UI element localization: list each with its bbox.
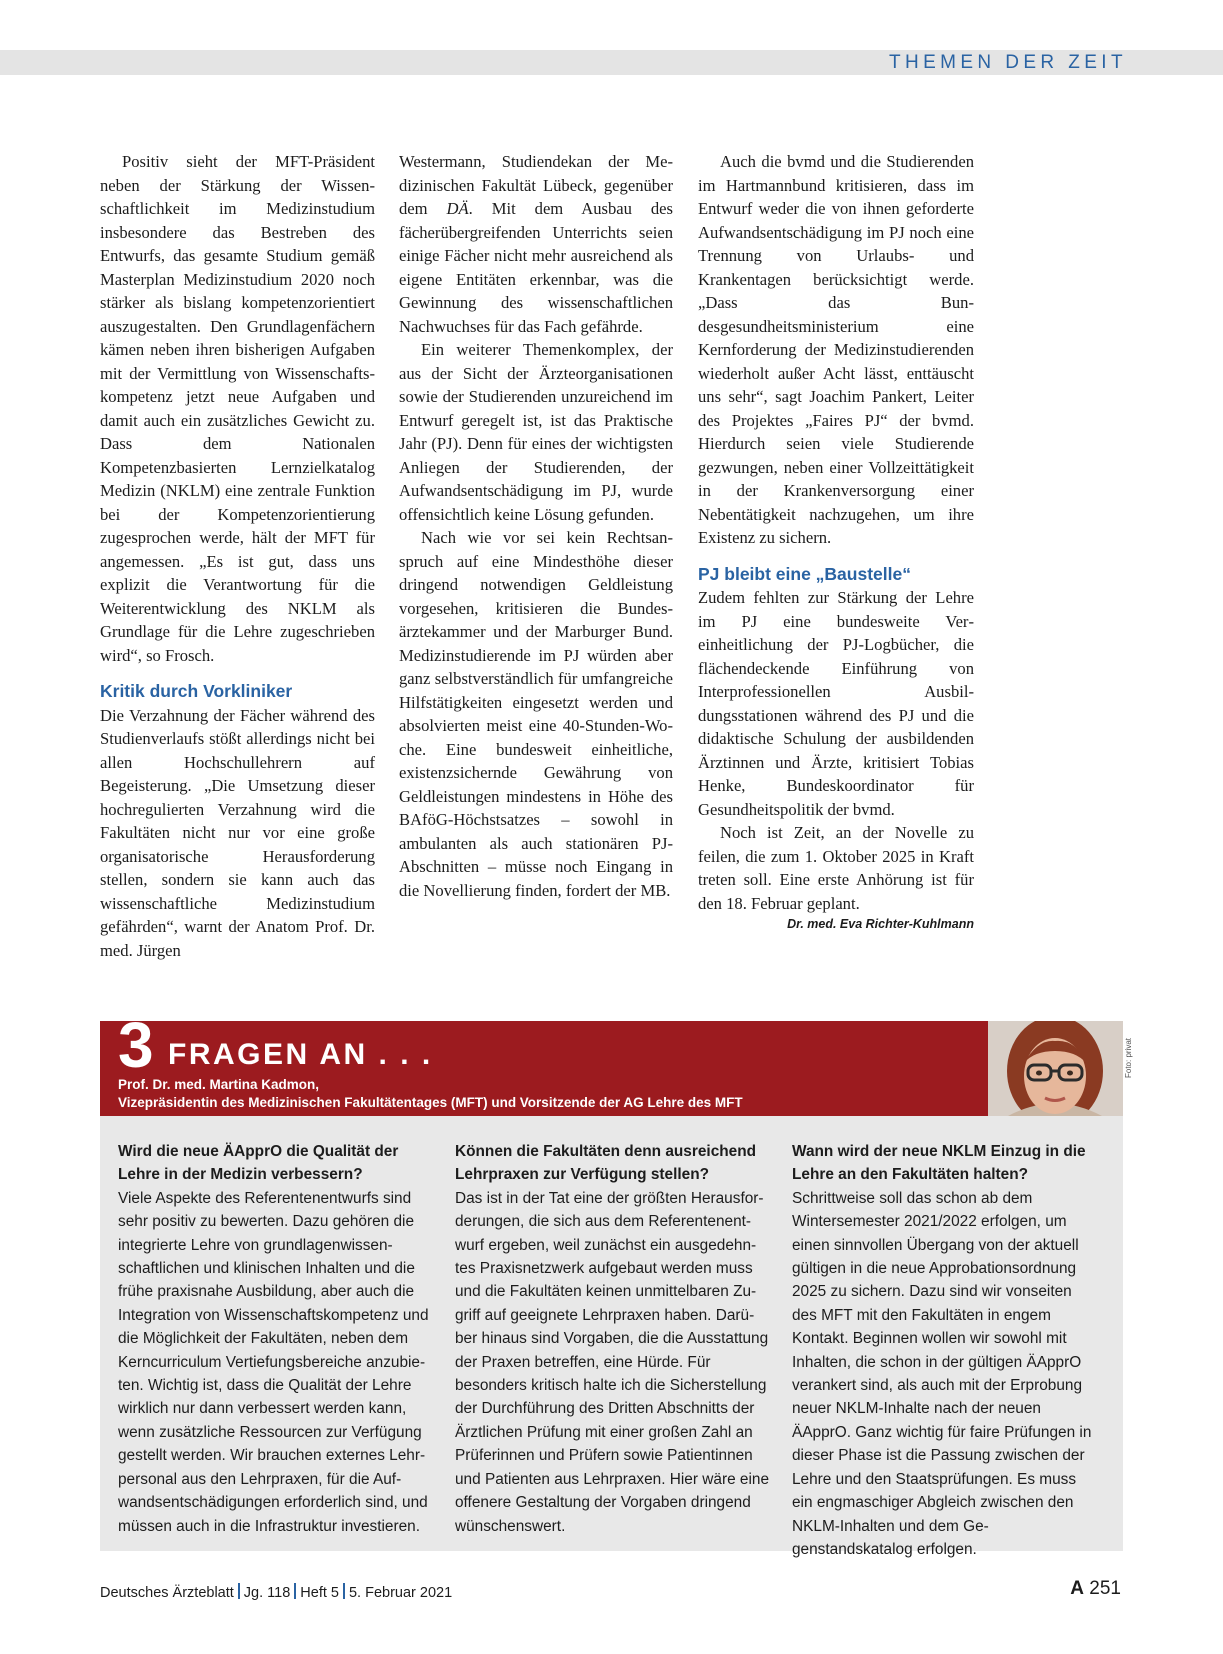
separator [294, 1583, 296, 1599]
photo-credit: Foto: privat [1124, 1037, 1133, 1078]
text-span: . Mit dem Ausbau des fächerübergreifenden Unterrichts seien einige Fächer nicht mehr ausreichend als eigene Entitäten erkennbar, was die Gewinnung des wissenschaftlichen Nachwuchses für das Fach gefährde. [399, 199, 674, 336]
separator [343, 1583, 345, 1599]
qa-block-1 [118, 1140, 430, 1538]
text-span: Westermann, Studiendekan der Medizinischen Fakultät Lübeck, gegenüber dem [399, 152, 673, 218]
author-byline: Dr. med. Eva Richter-Kuhlmann [787, 917, 974, 931]
interviewee-role: Vizepräsidentin des Medizinischen Fakultätentages (MFT) und Vorsitzende der AG Lehre des MFT [118, 1095, 743, 1110]
section-title: THEMEN DER ZEIT [888, 52, 1127, 73]
journal-name: Deutsches Ärzteblatt [100, 1585, 234, 1601]
qa-block-2 [455, 1140, 771, 1538]
subheading-pj: PJ bleibt eine „Baustelle“ [698, 563, 911, 584]
answer: Viele Aspekte des Referentenentwurfs sind sehr positiv zu bewerten. Dazu gehören die integrierte Lehre von grundlagenwissenschaftlichen und klinischen Inhalten und die frühe praxisnahe Ausbildung, aber auch die Integration von Wissenschaftskompetenz und die Möglichkeit der Fakultäten, neben dem Kerncurriculum Vertiefungsbereiche anzubieten. Wichtig ist, dass die Qualität der Lehre wirklich nur dann verbessert werden kann, wenn zusätzliche Ressourcen zur Verfügung gestellt werden. Wir brauchen externes Lehrpersonal aus den Lehrpraxen, für die Aufwandsentschädigungen erforderlich sind, und müssen auch in die Infrastruktur investieren. [118, 1189, 429, 1535]
paragraph: Ein weiterer Themenkomplex, der aus der Sicht der Ärzteorganisationen sowie der Studierenden unzureichend im Entwurf geregelt ist, ist das Praktische Jahr (PJ). Denn für eines der wichtigsten Anliegen der Studierenden, der Aufwandsentschädigung im PJ, wurde offensichtlich keine Lösung gefunden. [399, 340, 673, 524]
journal-abbrev: DÄ [446, 199, 469, 218]
answer: Schrittweise soll das schon ab dem Wintersemester 2021/2022 erfolgen, um einen sinnvollen Übergang von der aktuell gültigen in die neue Approbationsordnung 2025 zu sichern. Dazu sind wir vonseiten des MFT mit den Fakultäten in engem Kontakt. Beginnen wollen wir sowohl mit Inhalten, die schon in der gültigen ÄApprO verankert sind, als auch mit der Erprobung neuer NKLM-Inhalte nach der neuen ÄApprO. Ganz wichtig für faire Prüfungen in dieser Phase ist die Passung zwischen der Lehre und den Staatsprüfungen. Es muss ein engmaschiger Abgleich zwischen den NKLM-Inhalten und dem Gegenstandskatalog erfolgen. [792, 1189, 1092, 1558]
page-number-value: 251 [1089, 1578, 1121, 1599]
subheading-kritik: Kritik durch Vorkliniker [100, 681, 293, 701]
volume: Jg. 118 [243, 1585, 291, 1601]
answer: Das ist in der Tat eine der größten Herausforderungen, die sich aus dem Referentenentwurf ergeben, weil zunächst ein ausgedehntes Praxisnetzwerk aufgebaut werden muss und die Fakultäten keinen unmittelbaren Zugriff auf geeignete Lehrpraxen haben. Darüber hinaus sind Vorgaben, die die Ausstattung der Praxen betreffen, eine Hürde. Für besonders kritisch halte ich die Sicherstellung der Durchführung des Dritten Abschnitts der Ärztlichen Prüfung mit einer großen Zahl an Prüferinnen und Prüfern sowie Patientinnen und Patienten aus Lehrpraxen. Hier wäre eine offenere Gestaltung der Vorgaben dringend wünschenswert. [455, 1189, 769, 1535]
page-prefix: A [1070, 1578, 1085, 1599]
paragraph: Die Verzahnung der Fächer während des Studienverlaufs stößt allerdings nicht bei allen Hochschullehrern auf Begeisterung. „Die Umsetzung dieser hochregulierten Verzahnung wird die Fakultäten nicht nur vor eine große organisatorische Herausforderung stellen, sondern sie kann auch das wissenschaftliche Medizinstudium gefährden“, warnt der Anatom Prof. Dr. med. Jürgen [100, 705, 375, 960]
paragraph: Nach wie vor sei kein Rechtsanspruch auf eine Mindesthöhe dieser dringend notwendigen Geldleistung vorgesehen, kritisieren die Bundesärztekammer und der Marburger Bund. Medizinstudierende im PJ würden aber ganz selbstverständlich für umfangreiche Hilfstätigkeiten eingesetzt werden und absolvierten meist eine 40-Stunden-Woche. Eine bundesweit einheitliche, existenzsichernde Gewährung von Geldleistungen mindestens in Höhe des BAföG-Höchstsatzes – sowohl in ambulanten als auch stationären PJ-Abschnitten – müsse noch Eingang in die Novellierung finden, fordert der MB. [399, 528, 673, 900]
question: Wird die neue ÄApprO die Qualität der Lehre in der Medizin verbessern? [118, 1143, 399, 1184]
paragraph [399, 150, 673, 338]
paragraph: Noch ist Zeit, an der Novelle zu feilen, die zum 1. Oktober 2025 in Kraft treten soll. Eine erste Anhörung ist für den 18. Februar geplant. [698, 823, 974, 913]
question: Wann wird der neue NKLM Einzug in die Lehre an den Fakultäten halten? [792, 1143, 1086, 1184]
question: Können die Fakultäten denn ausreichend Lehrpraxen zur Verfügung stellen? [455, 1143, 757, 1184]
paragraph: Auch die bvmd und die Studierenden im Hartmannbund kritisieren, dass im Entwurf weder die von ihnen geforderte Aufwandsentschädigung im PJ noch eine Trennung von Urlaubs- und Krankentagen berücksichtigt werde. „Dass das Bundesgesundheitsministerium eine Kernforderung der Medizinstudierenden wiederholt außer Acht lässt, enttäuscht uns sehr“, sagt Joachim Pankert, Leiter des Projektes „Faires PJ“ der bvmd. Hierdurch seien viele Studierende gezwungen, neben einer Vollzeittätigkeit in der Krankenversorgung einer Nebentätigkeit nachzugehen, um ihre Existenz zu sichern. [698, 152, 974, 547]
separator [238, 1583, 240, 1599]
paragraph: Zudem fehlten zur Stärkung der Lehre im PJ eine bundesweite Vereinheitlichung der PJ-Logbücher, die flächendeckende Einführung von Interprofessionellen Ausbildungsstationen während des PJ und die didaktische Schulung der ausbildenden Ärztinnen und Ärzte, kritisiert Tobias Henke, Bundeskoordinator für Gesundheitspolitik der bvmd. [698, 588, 974, 819]
page-number [1070, 1578, 1121, 1600]
interview-banner [100, 1009, 988, 1116]
footer-citation [100, 1583, 452, 1601]
article-column-3 [698, 150, 974, 933]
issue: Heft 5 [300, 1585, 339, 1601]
paragraph: Positiv sieht der MFT-Präsident neben der Stärkung der Wissenschaftlichkeit im Medizinstudium insbesondere das Bestreben des Entwurfs, das gesamte Studium gemäß Masterplan Medizinstudium 2020 noch stärker als bislang kompetenzorientiert auszugestalten. Den Grundlagenfächern kämen neben ihren bisherigen Aufgaben mit der Vermittlung von Wissenschaftskompetenz jetzt neue Aufgaben und damit auch ein zusätzliches Gewicht zu. Dass dem Nationalen Kompetenzbasierten Lernzielkatalog Medizin (NKLM) eine zentrale Funktion bei der Kompetenzorientierung zugesprochen werde, hält der MFT für angemessen. „Es ist gut, dass uns explizit die Verantwortung für die Weiterentwicklung des NKLM als Grundlage für die Lehre zugeschrieben wird“, so Frosch. [100, 152, 375, 665]
portrait-illustration [988, 1021, 1123, 1116]
issue-date: 5. Februar 2021 [348, 1585, 453, 1601]
article-column-1 [100, 150, 375, 962]
portrait-photo [988, 1021, 1123, 1116]
qa-block-3 [792, 1140, 1092, 1561]
interview-title: FRAGEN AN . . . [168, 1038, 433, 1071]
article-column-2 [399, 150, 673, 902]
interviewee-name: Prof. Dr. med. Martina Kadmon, [118, 1077, 320, 1092]
interview-number: 3 [118, 1009, 154, 1081]
